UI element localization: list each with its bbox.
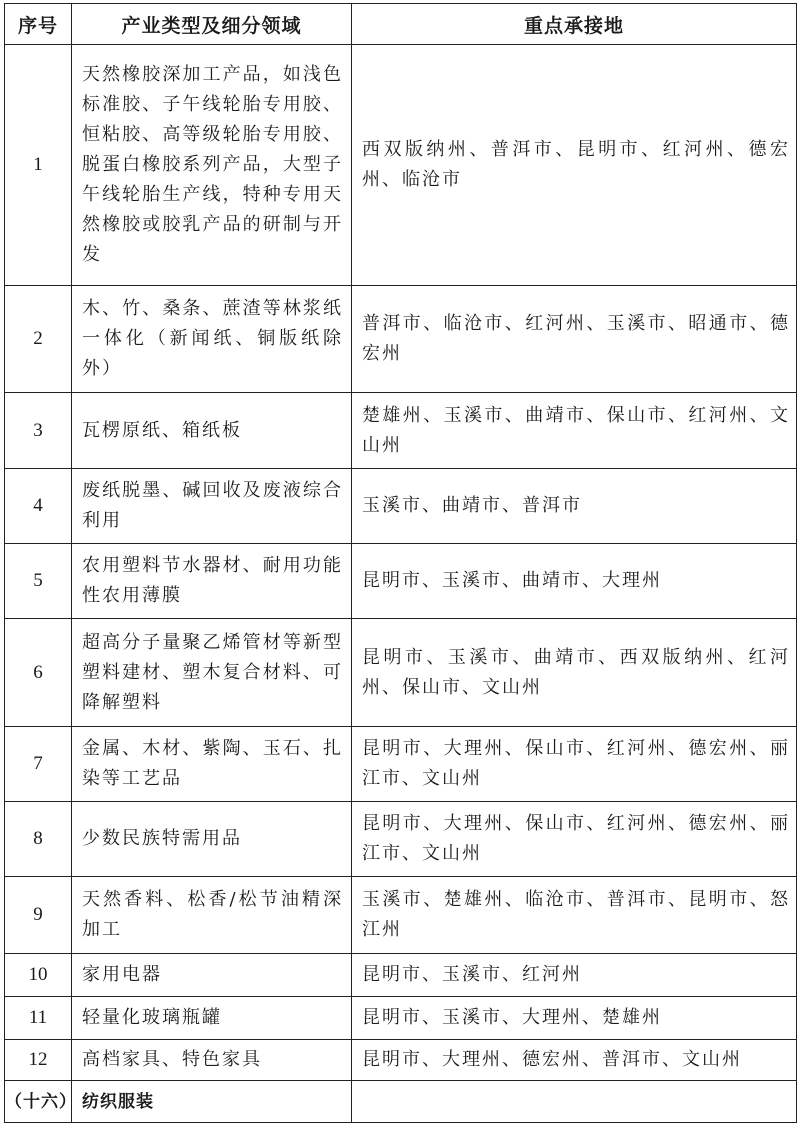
row-no: 11 (5, 997, 72, 1040)
table-row (5, 469, 797, 544)
row-location: 昆明市、玉溪市、曲靖市、西双版纳州、红河州、保山市、文山州 (352, 619, 797, 727)
row-location: 昆明市、玉溪市、红河州 (352, 954, 797, 997)
row-category: 金属、木材、紫陶、玉石、扎染等工艺品 (72, 727, 352, 802)
row-location: 昆明市、大理州、保山市、红河州、德宏州、丽江市、文山州 (352, 727, 797, 802)
row-no: 9 (5, 877, 72, 954)
row-location: 普洱市、临沧市、红河州、玉溪市、昭通市、德宏州 (352, 286, 797, 393)
row-location: 昆明市、玉溪市、大理州、楚雄州 (352, 997, 797, 1040)
table-row (5, 286, 797, 393)
section-no: （十六） (5, 1081, 72, 1123)
industry-table (4, 3, 797, 1123)
table-row (5, 802, 797, 877)
table-header (5, 4, 797, 45)
section-location-empty (352, 1081, 797, 1123)
row-location: 昆明市、大理州、保山市、红河州、德宏州、丽江市、文山州 (352, 802, 797, 877)
row-no: 4 (5, 469, 72, 544)
row-no: 3 (5, 393, 72, 469)
row-location: 昆明市、大理州、德宏州、普洱市、文山州 (352, 1040, 797, 1081)
row-no: 2 (5, 286, 72, 393)
row-no: 6 (5, 619, 72, 727)
row-category: 天然橡胶深加工产品，如浅色标准胶、子午线轮胎专用胶、恒粘胶、高等级轮胎专用胶、脱蛋白橡胶系列产品，大型子午线轮胎生产线，特种专用天然橡胶或胶乳产品的研制与开发 (72, 45, 352, 286)
row-no: 5 (5, 544, 72, 619)
row-category: 农用塑料节水器材、耐用功能性农用薄膜 (72, 544, 352, 619)
row-category: 天然香料、松香/松节油精深加工 (72, 877, 352, 954)
header-location: 重点承接地 (352, 4, 797, 45)
table-row (5, 393, 797, 469)
table-row (5, 45, 797, 286)
section-title: 纺织服装 (72, 1081, 352, 1123)
table-row (5, 619, 797, 727)
table-row (5, 954, 797, 997)
row-location: 玉溪市、楚雄州、临沧市、普洱市、昆明市、怒江州 (352, 877, 797, 954)
row-no: 10 (5, 954, 72, 997)
header-no: 序号 (5, 4, 72, 45)
section-row (5, 1081, 797, 1123)
header-category: 产业类型及细分领域 (72, 4, 352, 45)
row-category: 瓦楞原纸、箱纸板 (72, 393, 352, 469)
row-location: 西双版纳州、普洱市、昆明市、红河州、德宏州、临沧市 (352, 45, 797, 286)
row-category: 废纸脱墨、碱回收及废液综合利用 (72, 469, 352, 544)
row-location: 楚雄州、玉溪市、曲靖市、保山市、红河州、文山州 (352, 393, 797, 469)
row-category: 轻量化玻璃瓶罐 (72, 997, 352, 1040)
row-category: 木、竹、桑条、蔗渣等林浆纸一体化（新闻纸、铜版纸除外） (72, 286, 352, 393)
row-category: 家用电器 (72, 954, 352, 997)
row-location: 玉溪市、曲靖市、普洱市 (352, 469, 797, 544)
table-row (5, 997, 797, 1040)
row-category: 高档家具、特色家具 (72, 1040, 352, 1081)
row-no: 12 (5, 1040, 72, 1081)
row-no: 8 (5, 802, 72, 877)
row-category: 少数民族特需用品 (72, 802, 352, 877)
row-no: 1 (5, 45, 72, 286)
table-row (5, 1040, 797, 1081)
table-row (5, 877, 797, 954)
table-row (5, 727, 797, 802)
row-location: 昆明市、玉溪市、曲靖市、大理州 (352, 544, 797, 619)
row-no: 7 (5, 727, 72, 802)
table-row (5, 544, 797, 619)
row-category: 超高分子量聚乙烯管材等新型塑料建材、塑木复合材料、可降解塑料 (72, 619, 352, 727)
